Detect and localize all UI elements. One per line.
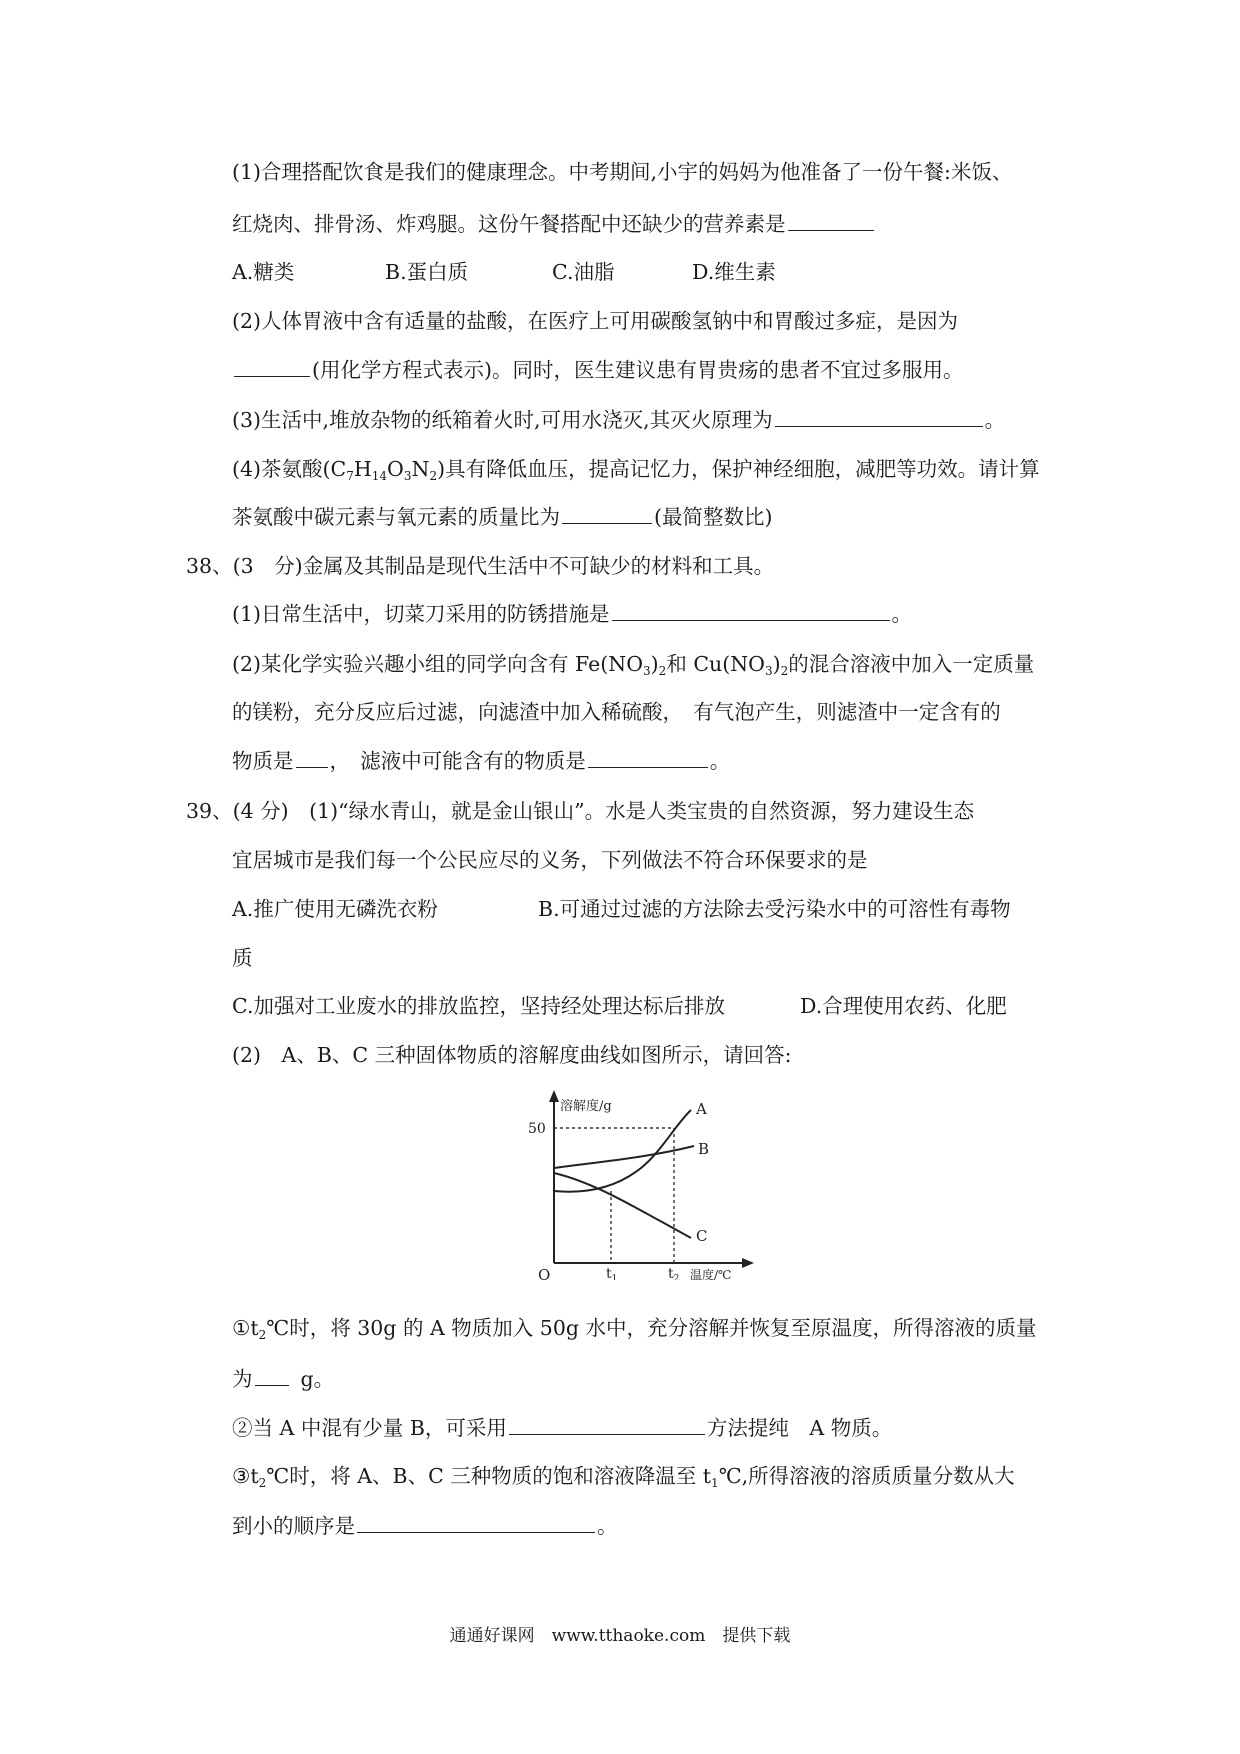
answer-blank [788, 210, 874, 231]
q37-part2-line2 [232, 356, 964, 384]
q37-option-a: A.糖类 [232, 260, 295, 284]
x-tick-t2: $t_2$ [668, 1266, 680, 1280]
q39-part1-line2: 宜居城市是我们每一个公民应尽的义务，下列做法不符合环保要求的是 [232, 848, 868, 872]
q37-part4-hint: (最简整数比) [654, 505, 773, 529]
curve-b [554, 1146, 694, 1168]
q39-sub3-text: ℃时，将 A、B、C 三种物质的饱和溶液降温至 t [266, 1464, 712, 1488]
q39-sub3-line2 [232, 1512, 618, 1540]
q38-part2-line2: 的镁粉，充分反应后过滤，向滤渣中加入稀硫酸， 有气泡产生，则滤渣中一定含有的 [232, 700, 1001, 724]
q37-option-b: B.蛋白质 [385, 260, 469, 284]
formula-text: 和 Cu(NO [666, 652, 765, 676]
formula-subscript: 3 [764, 664, 773, 678]
solubility-curve-figure [516, 1088, 768, 1280]
answer-blank [296, 747, 328, 768]
q39-sub3-text: ③t [232, 1464, 259, 1488]
q38-heading: 38、(3 分)金属及其制品是现代生活中不可缺少的材料和工具。 [186, 554, 775, 578]
answer-blank [509, 1414, 705, 1435]
y-axis-label: 溶解度/g [560, 1099, 612, 1114]
formula-subscript: 3 [403, 469, 412, 483]
q37-part3-line [232, 406, 1005, 434]
page-footer: 通通好课网 www.tthaoke.com 提供下载 [449, 1626, 791, 1646]
formula-subscript: 2 [258, 1328, 267, 1342]
q39-sub2-text: 方法提纯 A 物质。 [706, 1416, 893, 1440]
q38-part2-text: ， 滤液中可能含有的物质是 [329, 749, 586, 773]
q38-part2-end: 。 [709, 749, 731, 773]
q38-part2-line3 [232, 747, 730, 775]
formula-text: (2)某化学实验兴趣小组的同学向含有 Fe(NO [232, 652, 644, 676]
formula-subscript: 14 [371, 469, 388, 483]
curve-c-label: C [696, 1227, 708, 1245]
formula-text: ) [650, 652, 659, 676]
formula-subscript: 1 [711, 1476, 719, 1490]
answer-blank [612, 600, 890, 621]
q37-part2-line1: (2)人体胃液中含有适量的盐酸，在医疗上可用碳酸氢钠中和胃酸过多症，是因为 [232, 309, 959, 333]
q38-part1-line [232, 600, 912, 628]
formula-subscript: 2 [429, 469, 438, 483]
q38-part2-text: 的混合溶液中加入一定质量 [788, 652, 1035, 676]
formula-subscript: 7 [346, 469, 354, 483]
formula-subscript: 3 [643, 664, 651, 678]
q39-sub2-line [232, 1414, 892, 1442]
q39-option-a: A.推广使用无磷洗衣粉 [232, 897, 438, 921]
formula-text: H [353, 457, 372, 481]
q39-sub3-end: 。 [597, 1514, 618, 1538]
q39-part2-intro: (2) A、B、C 三种固体物质的溶解度曲线如图所示，请回答: [232, 1043, 792, 1067]
answer-blank [357, 1512, 595, 1533]
q38-part2-line1 [232, 650, 1034, 685]
answer-blank [234, 356, 310, 377]
answer-blank [562, 503, 652, 524]
q37-part2-text: (用化学方程式表示)。同时，医生建议患有胃贵疡的患者不宜过多服用。 [312, 358, 964, 382]
q37-option-c: C.油脂 [552, 260, 615, 284]
q39-sub2-text: ②当 A 中混有少量 B，可采用 [232, 1416, 507, 1440]
formula-text: O [387, 457, 404, 481]
q39-heading: 39、(4 分) (1)“绿水青山，就是金山银山”。水是人类宝贵的自然资源，努力建设生态 [186, 799, 975, 823]
q39-option-b: B.可通过过滤的方法除去受污染水中的可溶性有毒物 [538, 897, 1011, 921]
q39-option-c: C.加强对工业废水的排放监控，坚持经处理达标后排放 [232, 994, 725, 1018]
q39-sub1-line2 [232, 1365, 334, 1393]
y-axis-arrow [549, 1090, 559, 1102]
q37-part3-end: 。 [984, 408, 1006, 432]
q39-option-b-continued: 质 [232, 946, 253, 970]
q39-sub3-text: 到小的顺序是 [232, 1514, 355, 1538]
q37-part1-text: 红烧肉、排骨汤、炸鸡腿。这份午餐搭配中还缺少的营养素是 [232, 212, 786, 236]
q39-sub1-line1 [232, 1314, 1037, 1349]
q39-sub1-text: 为 [232, 1367, 253, 1391]
y-tick-50: 50 [528, 1121, 546, 1137]
q37-part4-line2 [232, 503, 773, 531]
x-tick-t1: $t_1$ [606, 1266, 618, 1280]
answer-blank [255, 1365, 289, 1386]
formula-text: ) [772, 652, 781, 676]
formula-subscript: 2 [780, 664, 789, 678]
q37-part4-question: 茶氨酸中碳元素与氧元素的质量比为 [232, 505, 560, 529]
formula-text: N [411, 457, 430, 481]
curve-c [554, 1173, 691, 1238]
formula-subscript: 2 [658, 664, 667, 678]
q39-sub1-unit: g。 [300, 1367, 335, 1391]
x-axis-label: 温度/℃ [690, 1268, 732, 1280]
q39-sub1-text: ①t [232, 1316, 259, 1340]
curve-a-label: A [696, 1100, 707, 1118]
formula-subscript: 2 [258, 1476, 267, 1490]
curve-b-label: B [698, 1140, 710, 1158]
x-axis-arrow [742, 1258, 754, 1268]
formula-text: (4)茶氨酸(C [232, 457, 347, 481]
q37-option-d: D.维生素 [692, 260, 776, 284]
answer-blank [775, 406, 983, 427]
q37-part1-line1: (1)合理搭配饮食是我们的健康理念。中考期间,小宇的妈妈为他准备了一份午餐:米饭、 [232, 160, 1013, 184]
q39-sub3-line1 [232, 1462, 1015, 1497]
q39-sub3-text: ℃,所得溶液的溶质质量分数从大 [718, 1464, 1015, 1488]
q39-option-d: D.合理使用农药、化肥 [800, 994, 1007, 1018]
answer-blank [588, 747, 708, 768]
q38-part1-text: (1)日常生活中，切菜刀采用的防锈措施是 [232, 602, 610, 626]
q37-part3-text: (3)生活中,堆放杂物的纸箱着火时,可用水浇灭,其灭火原理为 [232, 408, 773, 432]
q37-part1-line2 [232, 210, 876, 238]
q37-part4-line1 [232, 455, 1040, 490]
q39-sub1-text: ℃时，将 30g 的 A 物质加入 50g 水中，充分溶解并恢复至原温度，所得溶液的质量 [266, 1316, 1037, 1340]
q37-part4-text: )具有降低血压，提高记忆力，保护神经细胞，减肥等功效。请计算 [437, 457, 1040, 481]
q38-part2-text: 物质是 [232, 749, 294, 773]
q38-part1-end: 。 [891, 602, 913, 626]
origin-label: O [538, 1266, 551, 1280]
